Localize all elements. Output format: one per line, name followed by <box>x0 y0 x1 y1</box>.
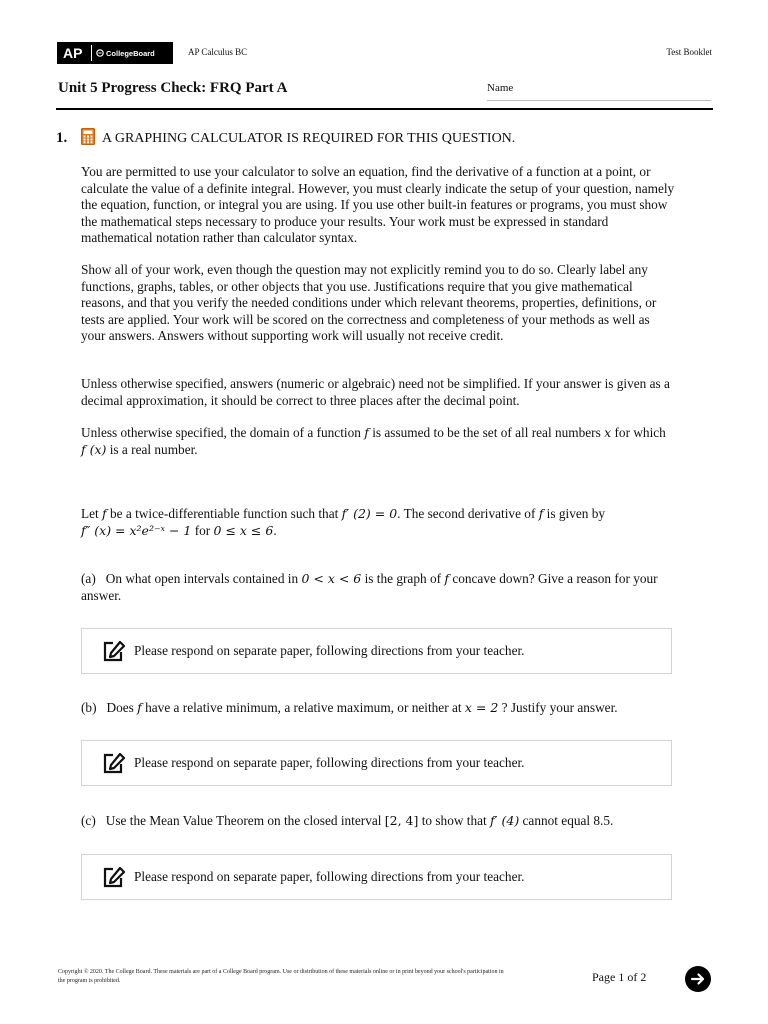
domain-paragraph <box>81 425 677 458</box>
logo-ap-text: AP <box>63 45 83 61</box>
calculator-icon <box>81 128 95 150</box>
name-field-line <box>487 100 711 101</box>
math-second-derivative: f″ (x) = x²e²⁻ˣ − 1 <box>81 522 192 538</box>
question-stem <box>81 506 677 539</box>
question-number: 1. <box>56 130 68 146</box>
copyright-notice: Copyright © 2020. The College Board. These materials are part of a College Board program. Use or distribution of these materials online or in print beyond your school's participation in the program is prohibited. <box>58 969 504 984</box>
question-heading: A GRAPHING CALCULATOR IS REQUIRED FOR THIS QUESTION. <box>102 131 516 146</box>
text: for <box>191 522 214 538</box>
math-interval: 0 < x < 6 <box>301 571 362 586</box>
response-box-c[interactable] <box>81 854 672 900</box>
page-indicator: Page 1 of 2 <box>592 970 647 984</box>
instructions-paragraph: Show all of your work, even though the question may not explicitly remind you to do so. Clearly label any functions, graphs, tables, or other objects that you use. Justifications require that you give mathematical reasons, and that you verify the needed conditions under which relevant theorems, properties, definitions, or tests are applied. Your work will be scored on the correctness and completeness of your methods as well as your answers. Answers without supporting work will usually not receive credit. <box>81 262 657 344</box>
text: is the graph of <box>361 571 445 586</box>
logo-divider <box>91 45 92 61</box>
math-condition: f′ (2) = 0 <box>341 506 398 521</box>
instructions-paragraph: Unless otherwise specified, answers (numeric or algebraic) need not be simplified. If your answer is given as a decimal approximation, it should be correct to three places after the decimal point. <box>81 376 670 408</box>
text: for which <box>611 425 666 440</box>
part-label: (c) <box>81 813 96 828</box>
text: is assumed to be the set of all real numbers <box>368 425 605 440</box>
logo-collegeboard-text: CollegeBoard <box>106 48 155 58</box>
text: Does <box>106 700 138 715</box>
edit-pencil-icon <box>102 866 126 888</box>
text: On what open intervals contained in <box>105 571 302 586</box>
math-x: x <box>604 425 612 440</box>
math-f: f <box>444 571 449 586</box>
math-derivative-value: f′ (4) <box>490 813 520 828</box>
course-name: AP Calculus BC <box>188 47 248 57</box>
header-divider <box>56 108 713 110</box>
part-a-prompt <box>81 571 677 604</box>
math-domain: 0 ≤ x ≤ 6 <box>213 522 274 538</box>
text: is given by <box>543 506 606 521</box>
math-point: x = 2 <box>464 700 499 715</box>
arrow-right-icon <box>690 971 706 987</box>
logo-collegeboard <box>96 49 155 58</box>
text: ? Justify your answer. <box>498 700 618 715</box>
text: Let <box>81 506 103 521</box>
text: to show that <box>418 813 491 828</box>
text: concave down? Give a reason for your answer. <box>81 571 658 603</box>
text: Unless otherwise specified, the domain of a function <box>81 425 365 440</box>
text: . <box>273 522 277 538</box>
next-page-button[interactable] <box>685 966 711 992</box>
text: is a real number. <box>106 441 198 457</box>
math-interval: [2, 4] <box>384 813 419 828</box>
booklet-label: Test Booklet <box>666 47 712 57</box>
response-box-b[interactable] <box>81 740 672 786</box>
math-f: f <box>102 506 107 521</box>
part-label: (b) <box>81 700 97 715</box>
response-box-a[interactable] <box>81 628 672 674</box>
math-fx: f (x) <box>81 441 107 457</box>
page-title: Unit 5 Progress Check: FRQ Part A <box>58 80 288 96</box>
math-f: f <box>538 506 544 521</box>
math-f: f <box>364 425 369 440</box>
text: Use the Mean Value Theorem on the closed interval <box>105 813 385 828</box>
instructions-paragraph: You are permitted to use your calculator to solve an equation, find the derivative of a function at a point, or calculate the value of a definite integral. However, you must clearly indicate the setup of your question, namely the equation, function, or integral you are using. If you use other built-in features or programs, you must show the mathematical steps necessary to produce your results. Your work must be expressed in standard mathematical notation rather than calculator syntax. <box>81 164 675 246</box>
response-instruction: Please respond on separate paper, following directions from your teacher. <box>134 869 525 884</box>
part-label: (a) <box>81 571 96 586</box>
name-label: Name <box>487 82 514 94</box>
ap-collegeboard-logo <box>57 42 173 64</box>
text: have a relative minimum, a relative maximum, or neither at <box>141 700 465 715</box>
math-f: f <box>137 700 142 715</box>
part-b-prompt <box>81 700 677 717</box>
edit-pencil-icon <box>102 640 126 662</box>
edit-pencil-icon <box>102 752 126 774</box>
text: be a twice-differentiable function such that <box>106 506 342 521</box>
part-c-prompt <box>81 813 677 830</box>
text: cannot equal 8.5. <box>519 813 614 828</box>
text: . The second derivative of <box>397 506 539 521</box>
response-instruction: Please respond on separate paper, following directions from your teacher. <box>134 643 525 658</box>
response-instruction: Please respond on separate paper, following directions from your teacher. <box>134 755 525 770</box>
acorn-icon <box>96 49 104 57</box>
